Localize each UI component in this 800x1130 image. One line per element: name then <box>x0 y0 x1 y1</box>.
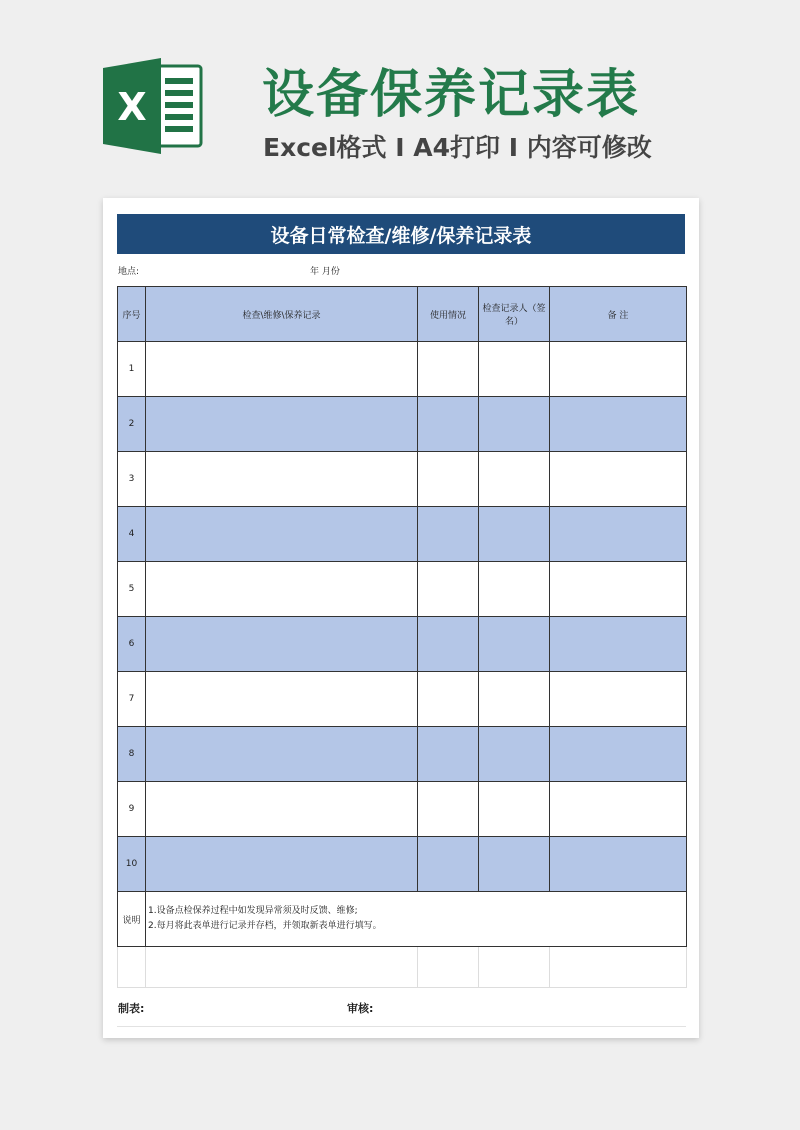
row-index: 8 <box>118 727 146 782</box>
remarks-cell[interactable] <box>550 837 687 892</box>
usage-cell[interactable] <box>418 617 479 672</box>
inspector-cell[interactable] <box>479 837 550 892</box>
page-title: 设备保养记录表 <box>262 65 641 125</box>
record-cell[interactable] <box>146 617 418 672</box>
inspector-cell[interactable] <box>479 342 550 397</box>
remarks-cell[interactable] <box>550 342 687 397</box>
table-row <box>118 617 687 672</box>
inspector-cell[interactable] <box>479 617 550 672</box>
maker-label: 制表: <box>118 1002 145 1015</box>
usage-cell[interactable] <box>418 397 479 452</box>
document-paper <box>103 198 699 1038</box>
record-cell[interactable] <box>146 727 418 782</box>
blank-cell[interactable] <box>550 947 687 988</box>
usage-cell[interactable] <box>418 452 479 507</box>
inspector-cell[interactable] <box>479 672 550 727</box>
usage-cell[interactable] <box>418 672 479 727</box>
remarks-cell[interactable] <box>550 507 687 562</box>
record-cell[interactable] <box>146 452 418 507</box>
row-index: 1 <box>118 342 146 397</box>
record-cell[interactable] <box>146 397 418 452</box>
table-row <box>118 342 687 397</box>
blank-cell[interactable] <box>146 947 418 988</box>
record-table <box>117 286 687 988</box>
inspector-cell[interactable] <box>479 397 550 452</box>
remarks-cell[interactable] <box>550 782 687 837</box>
row-index: 7 <box>118 672 146 727</box>
excel-logo-letter: X <box>117 85 147 129</box>
blank-cell[interactable] <box>479 947 550 988</box>
usage-cell[interactable] <box>418 782 479 837</box>
place-label: 地点: <box>118 267 140 277</box>
excel-icon <box>103 58 203 154</box>
auditor-label: 审核: <box>347 1002 374 1015</box>
remarks-cell[interactable] <box>550 562 687 617</box>
record-cell[interactable] <box>146 672 418 727</box>
col-header-usage: 使用情况 <box>418 287 479 342</box>
table-row <box>118 452 687 507</box>
notes-label: 说明 <box>118 892 146 947</box>
remarks-cell[interactable] <box>550 672 687 727</box>
blank-cell[interactable] <box>118 947 146 988</box>
notes-content <box>146 892 687 947</box>
record-cell[interactable] <box>146 782 418 837</box>
usage-cell[interactable] <box>418 342 479 397</box>
inspector-cell[interactable] <box>479 507 550 562</box>
page-subtitle: Excel格式 Ⅰ A4打印 Ⅰ 内容可修改 <box>263 133 652 162</box>
note-line: 2.每月将此表单进行记录并存档，并领取新表单进行填写。 <box>148 921 382 931</box>
table-header-row <box>118 287 687 342</box>
blank-row <box>118 947 687 988</box>
remarks-cell[interactable] <box>550 617 687 672</box>
col-header-index: 序号 <box>118 287 146 342</box>
table-row <box>118 397 687 452</box>
inspector-cell[interactable] <box>479 782 550 837</box>
inspector-cell[interactable] <box>479 562 550 617</box>
record-cell[interactable] <box>146 342 418 397</box>
col-header-remarks: 备 注 <box>550 287 687 342</box>
record-cell[interactable] <box>146 507 418 562</box>
row-index: 6 <box>118 617 146 672</box>
usage-cell[interactable] <box>418 727 479 782</box>
remarks-cell[interactable] <box>550 727 687 782</box>
usage-cell[interactable] <box>418 507 479 562</box>
table-row <box>118 507 687 562</box>
record-cell[interactable] <box>146 562 418 617</box>
notes-row <box>118 892 687 947</box>
remarks-cell[interactable] <box>550 397 687 452</box>
table-row <box>118 727 687 782</box>
row-index: 10 <box>118 837 146 892</box>
divider <box>117 1026 686 1027</box>
table-row <box>118 562 687 617</box>
col-header-inspector: 检查记录人（签名） <box>479 287 550 342</box>
blank-cell[interactable] <box>418 947 479 988</box>
row-index: 2 <box>118 397 146 452</box>
row-index: 4 <box>118 507 146 562</box>
row-index: 5 <box>118 562 146 617</box>
date-label: 年 月份 <box>310 267 340 277</box>
row-index: 3 <box>118 452 146 507</box>
usage-cell[interactable] <box>418 837 479 892</box>
row-index: 9 <box>118 782 146 837</box>
table-row <box>118 782 687 837</box>
inspector-cell[interactable] <box>479 452 550 507</box>
usage-cell[interactable] <box>418 562 479 617</box>
inspector-cell[interactable] <box>479 727 550 782</box>
note-line: 1.设备点检保养过程中如发现异常须及时反馈、维修; <box>148 906 358 916</box>
remarks-cell[interactable] <box>550 452 687 507</box>
record-cell[interactable] <box>146 837 418 892</box>
col-header-record: 检查\维修\保养记录 <box>146 287 418 342</box>
table-row <box>118 837 687 892</box>
sheet-title: 设备日常检查/维修/保养记录表 <box>117 214 685 254</box>
table-row <box>118 672 687 727</box>
